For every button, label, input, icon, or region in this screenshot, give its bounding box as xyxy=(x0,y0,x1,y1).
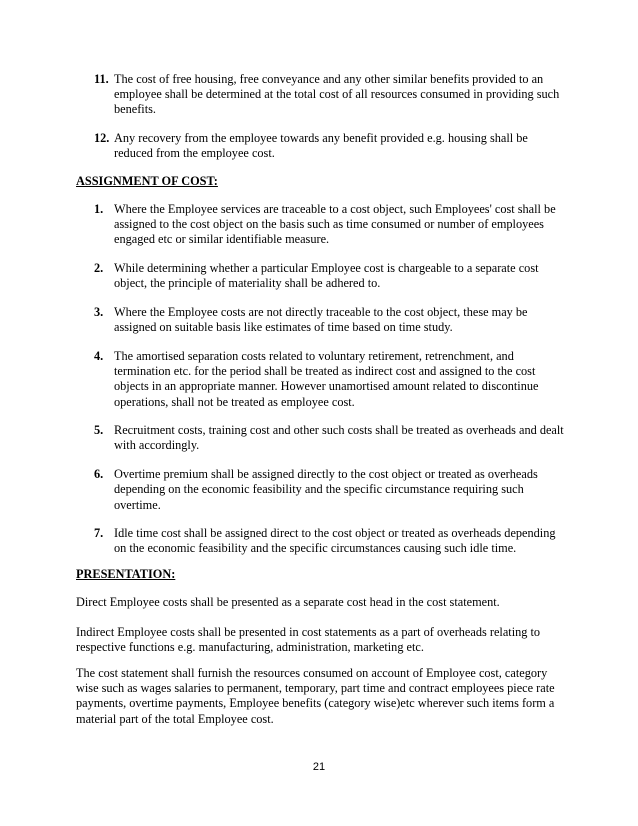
item-text: Where the Employee services are traceable to a cost object, such Employees' cost shall be assigned to the cost object on the basis such as time consumed or number of employees engaged etc or similar identifiable measure. xyxy=(114,202,556,247)
item-text: The amortised separation costs related to voluntary retirement, retrenchment, and termination etc. for the period shall be treated as indirect cost and assigned to the cost objects in an appropriate manner. However unamortised amount related to discontinue operations, shall not be treated as employee cost. xyxy=(114,348,539,409)
item-text: Overtime premium shall be assigned directly to the cost object or treated as overheads depending on the economic feasibility and the specific circumstance requiring such overtime. xyxy=(114,467,538,512)
item-text: Any recovery from the employee towards any benefit provided e.g. housing shall be reduced from the employee cost. xyxy=(114,130,528,160)
list-item xyxy=(94,526,564,556)
list-item xyxy=(94,261,564,291)
presentation-heading: PRESENTATION: xyxy=(76,567,176,581)
list-item xyxy=(94,467,564,513)
item-number: 3. xyxy=(94,305,104,320)
assignment-list xyxy=(94,202,564,570)
list-item xyxy=(94,305,564,335)
page-number: 21 xyxy=(312,761,326,773)
item-text: Recruitment costs, training cost and other such costs shall be treated as overheads and dealt with accordingly. xyxy=(114,423,564,453)
paragraph: Indirect Employee costs shall be presented in cost statements as a part of overheads relating to respective functions e.g. manufacturing, administration, marketing etc. xyxy=(76,625,541,655)
item-number: 5. xyxy=(94,423,104,438)
item-text: Where the Employee costs are not directly traceable to the cost object, these may be assigned on suitable basis like estimates of time based on time study. xyxy=(114,305,528,335)
list-item xyxy=(94,423,564,453)
item-number: 1. xyxy=(94,202,104,216)
item-number: 4. xyxy=(94,348,104,363)
list-item xyxy=(94,349,564,410)
list-item xyxy=(94,202,564,248)
item-text: While determining whether a particular Employee cost is chargeable to a separate cost object, the principle of materiality shall be adhered to. xyxy=(114,261,539,291)
list-item xyxy=(94,72,564,118)
item-number: 7. xyxy=(94,526,104,541)
item-number: 12. xyxy=(94,130,110,145)
item-text: The cost of free housing, free conveyance and any other similar benefits provided to an employee shall be determined at the total cost of all resources consumed in providing such benefits. xyxy=(114,72,560,117)
item-number: 11. xyxy=(94,72,109,86)
item-number: 2. xyxy=(94,261,104,276)
paragraph: The cost statement shall furnish the resources consumed on account of Employee cost, category wise such as wages salaries to permanent, temporary, part time and contract employees piece rate payments, overtime payments, Employee benefits (category wise)etc wherever such items form a material part of the total Employee cost. xyxy=(76,666,555,726)
paragraph: Direct Employee costs shall be presented as a separate cost head in the cost statement. xyxy=(76,595,500,609)
item-text: Idle time cost shall be assigned direct to the cost object or treated as overheads depending on the economic feasibility and the specific circumstances causing such idle time. xyxy=(114,526,556,556)
item-number: 6. xyxy=(94,467,104,482)
continued-list xyxy=(94,72,564,174)
list-item xyxy=(94,131,564,161)
assignment-heading: ASSIGNMENT OF COST: xyxy=(76,174,218,188)
